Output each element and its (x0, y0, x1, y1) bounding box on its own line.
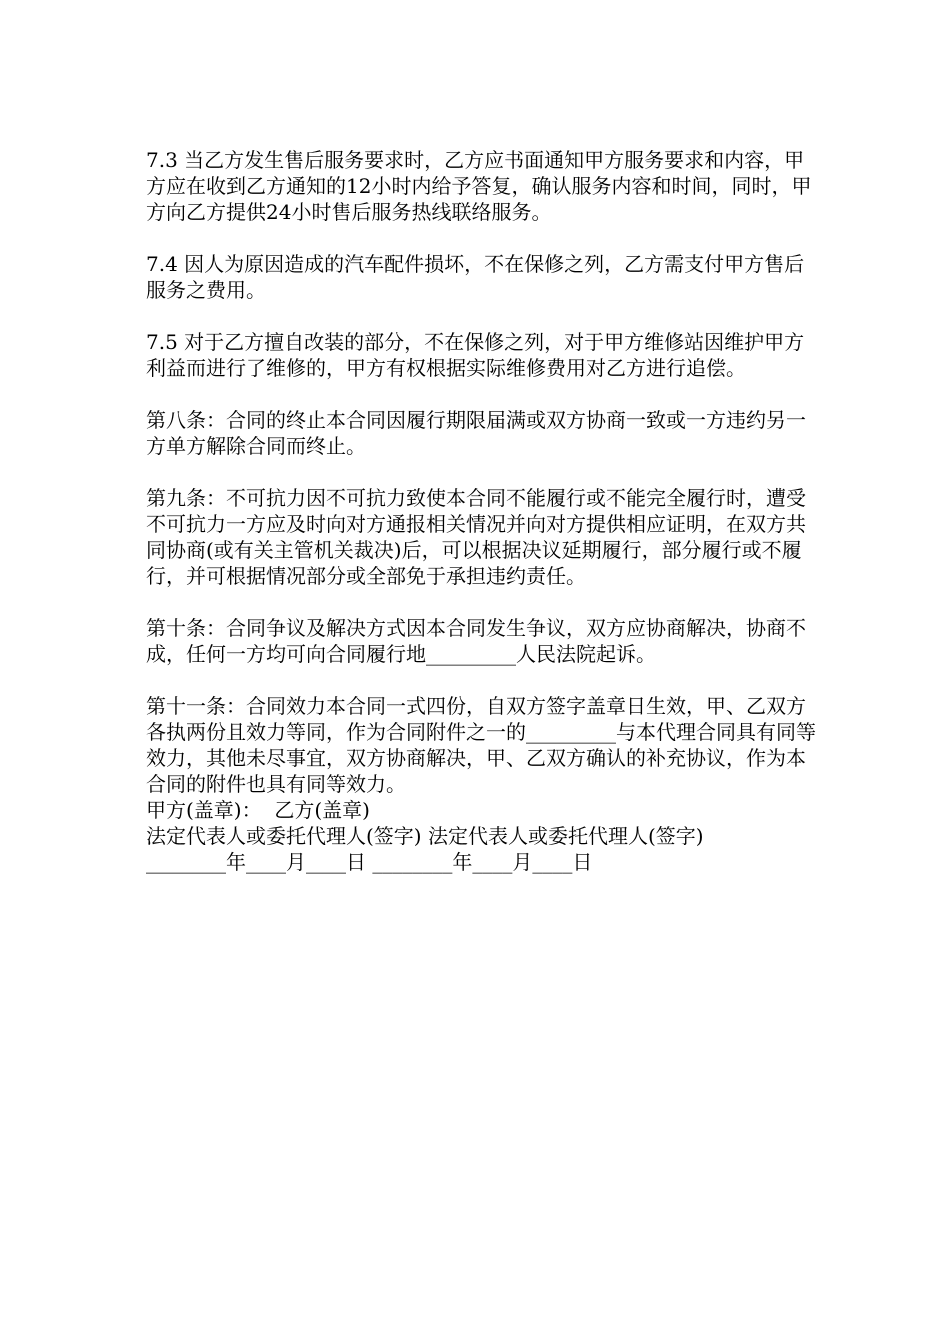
signature-parties-line: 甲方(盖章)： 乙方(盖章) (146, 798, 370, 822)
signature-representatives-line: 法定代表人或委托代理人(签字) 法定代表人或委托代理人(签字) (146, 824, 704, 848)
article-9-force-majeure: 第九条：不可抗力因不可抗力致使本合同不能履行或不能完全履行时，遭受不可抗力一方应及时向对方通报相关情况并向对方提供相应证明，在双方共同协商(或有关主管机关裁决)后，可以根据决议延期履行，部分履行或不履行，并可根据情况部分或全部免于承担违约责任。 (146, 486, 806, 588)
article-8-termination: 第八条：合同的终止本合同因履行期限届满或双方协商一致或一方违约另一方单方解除合同而终止。 (146, 408, 806, 458)
clause-7-5: 7.5 对于乙方擅自改装的部分，不在保修之列，对于甲方维修站因维护甲方利益而进行了维修的，甲方有权根据实际维修费用对乙方进行追偿。 (146, 330, 805, 380)
article-10-dispute-resolution: 第十条：合同争议及解决方式因本合同发生争议，双方应协商解决，协商不成，任何一方均可向合同履行地_________人民法院起诉。 (146, 616, 806, 666)
clause-7-3: 7.3 当乙方发生售后服务要求时，乙方应书面通知甲方服务要求和内容，甲方应在收到乙方通知的12小时内给予答复，确认服务内容和时间，同时，甲方向乙方提供24小时售后服务热线联络服务。 (146, 148, 812, 224)
article-11-validity: 第十一条：合同效力本合同一式四份，自双方签字盖章日生效，甲、乙双方各执两份且效力等同，作为合同附件之一的_________与本代理合同具有同等效力，其他未尽事宜，双方协商解决，甲、乙双方确认的补充协议，作为本合同的附件也具有同等效力。 (146, 694, 816, 796)
signature-block (146, 797, 816, 875)
clause-7-4: 7.4 因人为原因造成的汽车配件损坏，不在保修之列，乙方需支付甲方售后服务之费用。 (146, 252, 805, 302)
signature-date-line: ________年____月____日 ________年____月____日 (146, 850, 593, 874)
document-body (146, 147, 816, 875)
